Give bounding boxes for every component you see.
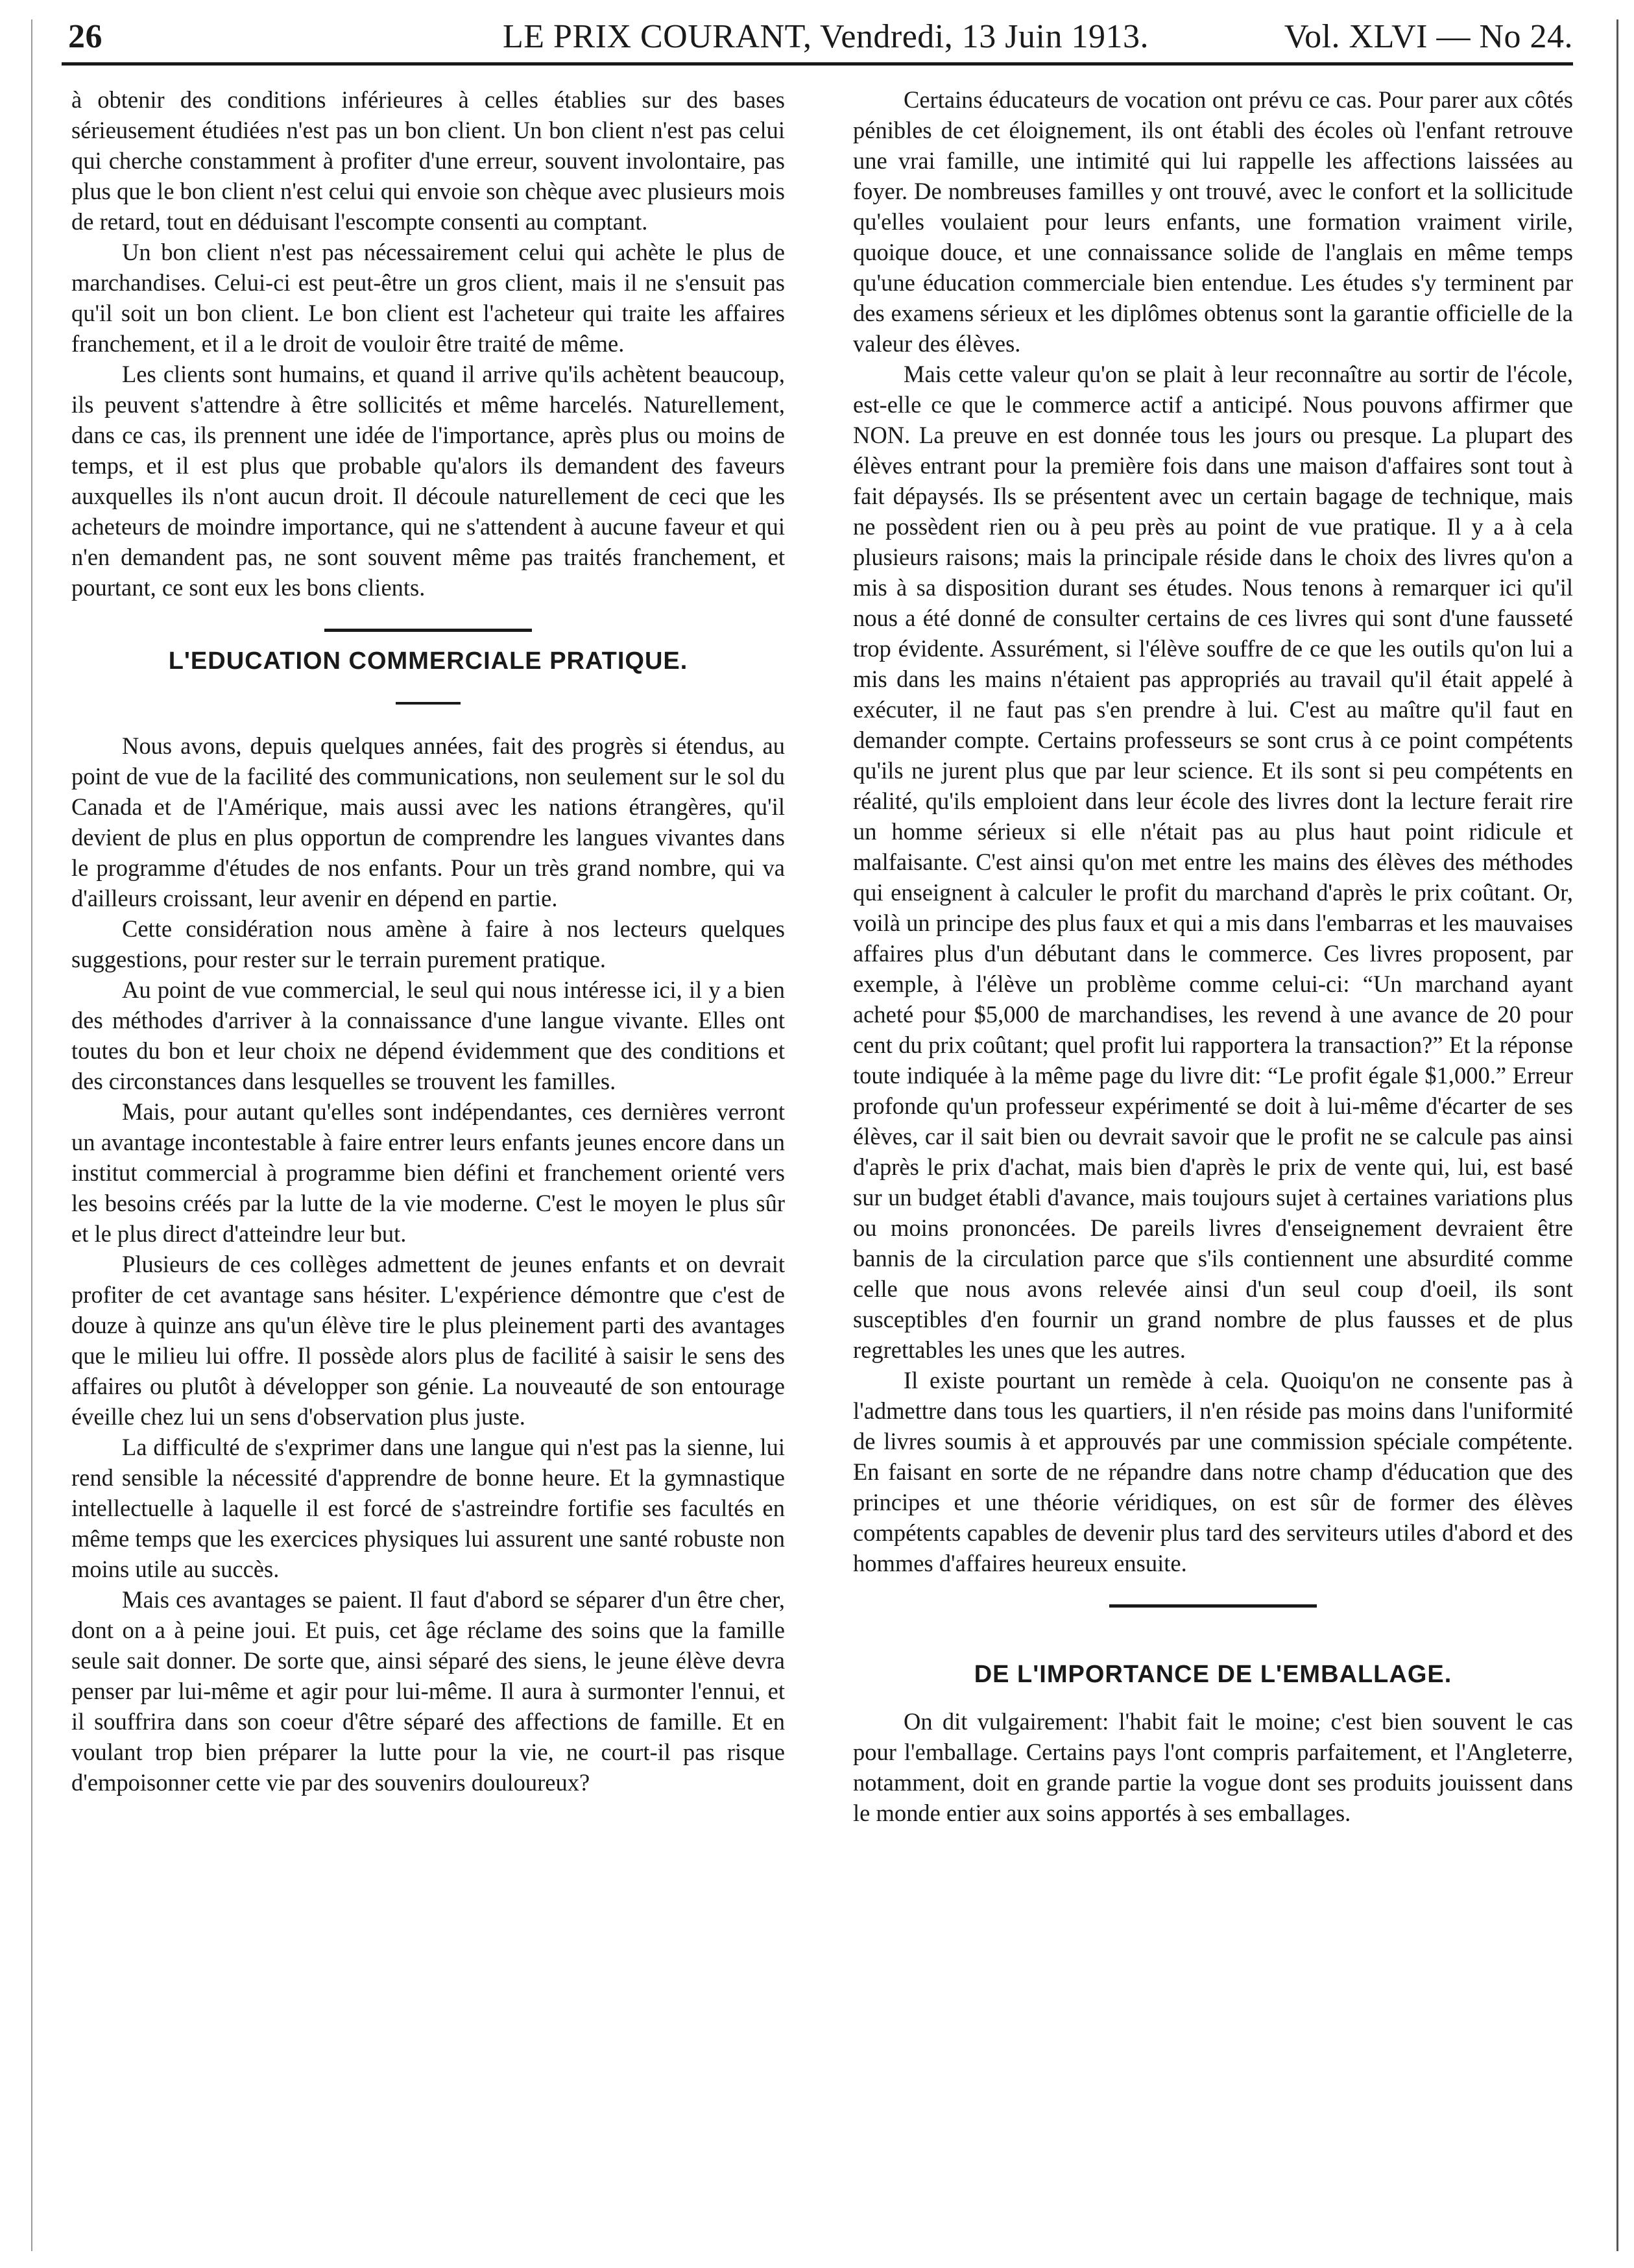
volume-number: Vol. XLVI — No 24. [1284,18,1573,55]
page-number: 26 [68,18,102,55]
scan-margin-line-right [1616,19,1618,2251]
right-column [853,84,1573,1828]
scan-margin-line-left [31,19,32,2251]
paragraph: Un bon client n'est pas nécessairement celui qui achète le plus de marchandises. Celui-ci est peut-être un gros client, mais il ne s'ensuit pas qu'il soit un bon client. Le bon client est l'acheteur qui traite les affaires franchement, et il a le droit de vouloir être traité de même. [71,239,785,357]
paragraph: Certains éducateurs de vocation ont prévu ce cas. Pour parer aux côtés pénibles de cet éloignement, ils ont établi des écoles où l'enfant retrouve une vrai famille, une intimité qui lui rappelle les affections laissées au foyer. De nombreuses familles y ont trouvé, avec le confort et la sollicitude qu'elles voulaient pour leurs enfants, une formation vraiment virile, quoique douce, et une connaissance solide de l'anglais en même temps qu'une éducation commerciale bien entendue. Les études s'y terminent par des examens sérieux et les diplômes obtenus sont la garantie officielle de la valeur des élèves. [853,86,1573,357]
paragraph: Mais cette valeur qu'on se plait à leur reconnaître au sortir de l'école, est-elle ce que le commerce actif a anticipé. Nous pouvons affirmer que NON. La preuve en est donnée tous les jours ou presque. La plupart des élèves entrant pour la première fois dans une maison d'affaires sont tout à fait dépaysés. Ils se présentent avec un certain bagage de technique, mais ne possèdent rien ou à peu près au point de vue pratique. Il y a à cela plusieurs raisons; mais la principale réside dans le choix des livres qu'on a mis à sa disposition durant ses études. Nous tenons à remarquer ici qu'il nous a été donné de consulter certains de ces livres qui sont d'une fausseté trop évidente. Assurément, si l'élève souffre de ce que les outils qu'on lui a mis dans les mains n'étaient pas appropriés au travail qu'il était appelé à exécuter, il ne faut pas s'en prendre à lui. C'est au maître qu'il faut en demander compte. Certains professeurs se sont crus à ce point compétents qu'ils ne jurent plus que par leur science. Et ils sont si peu compétents en réalité, qu'ils emploient dans leur école des livres dont la lecture ferait rire un homme sérieux si elle n'était pas au plus haut point ridicule et malfaisante. C'est ainsi qu'on met entre les mains des élèves des méthodes qui enseignent à calculer le profit du marchand d'après le prix coûtant. Or, voilà un principe des plus faux et qui a mis dans l'embarras et les mauvaises affaires plus d'un débutant dans le commerce. Ces livres proposent, par exemple, à l'élève un problème comme celui-ci: “Un marchand ayant acheté pour $5,000 de marchandises, les revend à une avance de 20 pour cent du prix coûtant; quel profit lui rapportera la transaction?” Et la réponse toute indiquée à la même page du livre dit: “Le profit égale $1,000.” Erreur profonde qu'un professeur expérimenté se doit à lui-même d'écarter de ses élèves, car il sait bien ou devrait savoir que le profit ne se calcule pas ainsi d'après le prix d'achat, mais bien d'après le prix de vente qui, lui, est basé sur un budget établi d'avance, mais toujours sujet à certaines variations plus ou moins prononcées. De pareils livres d'enseignement devraient être bannis de la circulation parce que s'ils contiennent une absurdité comme celle que nous avons relevée ainsi d'un seul coup d'oeil, ils sont susceptibles d'en fournir un grand nombre de plus fausses et de plus regrettables les unes que les autres. [853,361,1573,1363]
header-rule [62,62,1573,66]
paragraph: On dit vulgairement: l'habit fait le moine; c'est bien souvent le cas pour l'emballage. Certains pays l'ont compris parfaitement, et l'Angleterre, notamment, doit en grande partie la vogue dont ses produits jouissent dans le monde entier aux soins apportés à ses emballages. [853,1708,1573,1826]
article-heading: L'EDUCATION COMMERCIALE PRATIQUE. [168,647,688,675]
masthead-title: LE PRIX COURANT, Vendredi, 13 Juin 1913. [503,18,1149,55]
page-header [62,14,1573,60]
paragraph: La difficulté de s'exprimer dans une langue qui n'est pas la sienne, lui rend sensible la nécessité d'apprendre de bonne heure. Et la gymnastique intellectuelle à laquelle il est forcé de s'astreindre fortifie ses facultés en même temps que les exercices physiques lui assurent une santé robuste non moins utile au succès. [71,1434,785,1582]
paragraph: Les clients sont humains, et quand il arrive qu'ils achètent beaucoup, ils peuvent s'attendre à être sollicités et même harcelés. Naturellement, dans ce cas, ils prennent une idée de l'importance, après plus ou moins de temps, et il est plus que probable qu'alors ils demandent des faveurs auxquelles ils n'ont aucun droit. Il découle naturellement de ceci que les acheteurs de moindre importance, qui ne s'attendent à aucune faveur et qui n'en demandent pas, ne sont souvent même pas traités franchement, et pourtant, ce sont eux les bons clients. [71,361,785,601]
paragraph: Il existe pourtant un remède à cela. Quoiqu'on ne consente pas à l'admettre dans tous les quartiers, il n'en réside pas moins dans l'uniformité de livres soumis à et approuvés par une commission spéciale compétente. En faisant en sorte de ne répandre dans notre champ d'éducation que des principes et une théorie véridiques, on est sûr de former des élèves compétents capables de devenir plus tard des serviteurs utiles d'abord et des hommes d'affaires heureux ensuite. [853,1367,1573,1576]
paragraph: Plusieurs de ces collèges admettent de jeunes enfants et on devrait profiter de cet avantage sans hésiter. L'expérience démontre que c'est de douze à quinze ans qu'un élève tire le plus pleinement parti des avantages que le milieu lui offre. Il possède alors plus de facilité à saisir le sens des affaires ou plutôt à développer son génie. La nouveauté de son entourage éveille chez lui un sens d'observation plus juste. [71,1251,785,1430]
paragraph: à obtenir des conditions inférieures à celles établies sur des bases sérieusement étudiées n'est pas un bon client. Un bon client n'est pas celui qui cherche constamment à profiter d'une erreur, souvent involontaire, pas plus que le bon client n'est celui qui envoie son chèque avec plusieurs mois de retard, tout en déduisant l'escompte consenti au comptant. [71,86,785,235]
paragraph: Au point de vue commercial, le seul qui nous intéresse ici, il y a bien des méthodes d'arriver à la connaissance d'une langue vivante. Elles ont toutes du bon et leur choix ne dépend évidemment que des conditions et des circonstances dans lesquelles se trouvent les familles. [71,976,785,1094]
paragraph: Nous avons, depuis quelques années, fait des progrès si étendus, au point de vue de la facilité des communications, non seulement sur le sol du Canada et de l'Amérique, mais aussi avec les nations étrangères, qu'il devient de plus en plus opportun de comprendre les langues vivantes dans le programme d'études de nos enfants. Pour un très grand nombre, qui va d'ailleurs croissant, leur avenir en dépend en partie. [71,732,785,911]
paragraph: Mais ces avantages se paient. Il faut d'abord se séparer d'un être cher, dont on a à peine joui. Et puis, cet âge réclame des soins que la famille seule sait donner. De sorte que, ainsi séparé des siens, le jeune élève devra penser par lui-même et agir pour lui-même. Il aura à surmonter l'ennui, et il souffrira dans son coeur d'être séparé des affections de famille. Et en voulant trop bien préparer la lutte pour la vie, ne court-il pas risque d'empoisonner cette vie par des souvenirs douloureux? [71,1586,785,1796]
article-heading: DE L'IMPORTANCE DE L'EMBALLAGE. [974,1661,1452,1688]
paragraph: Cette considération nous amène à faire à nos lecteurs quelques suggestions, pour rester sur le terrain purement pratique. [71,915,785,972]
paragraph: Mais, pour autant qu'elles sont indépendantes, ces dernières verront un avantage incontestable à faire entrer leurs enfants jeunes encore dans un institut commercial à programme bien défini et franchement orienté vers les besoins créés par la lutte de la vie moderne. C'est le moyen le plus sûr et le plus direct d'atteindre leur but. [71,1098,785,1247]
left-column [71,84,785,1798]
